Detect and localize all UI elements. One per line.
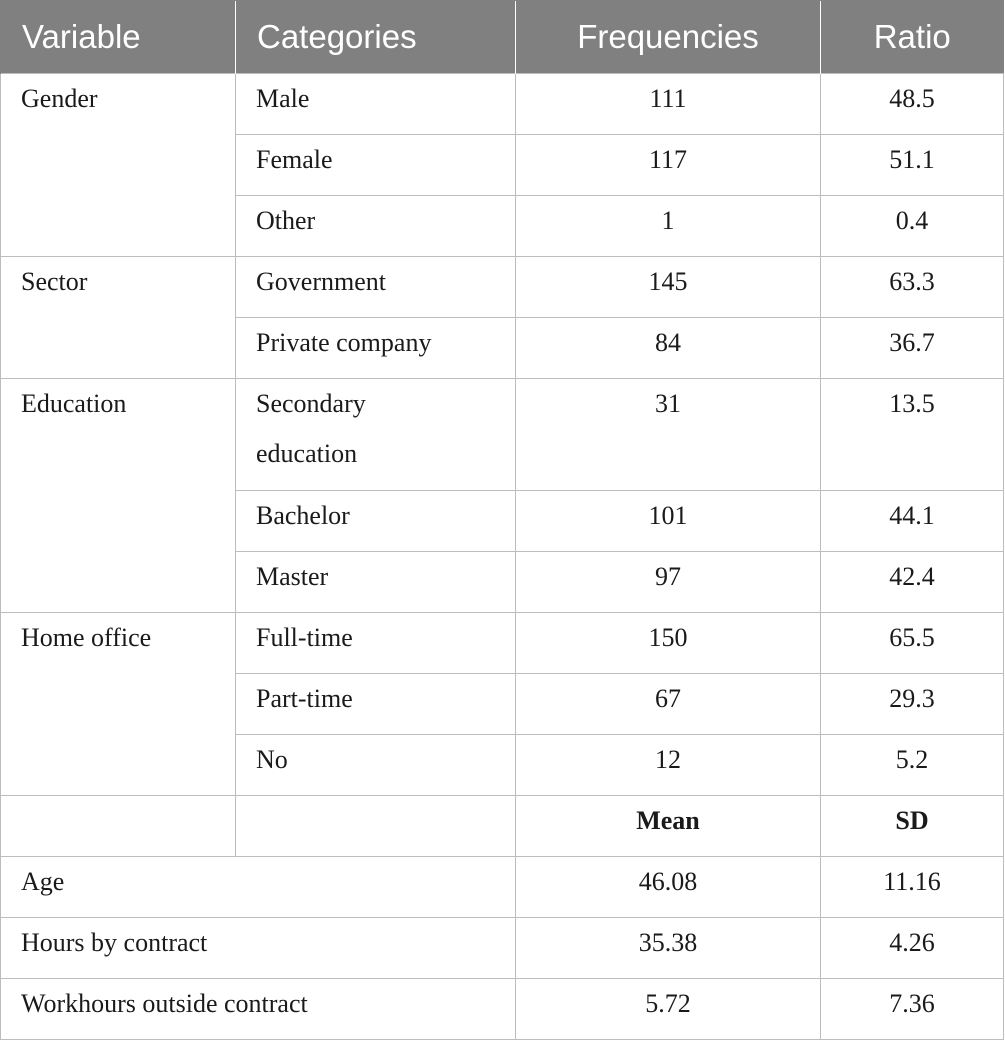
mean-cell: 46.08 xyxy=(516,857,821,918)
frequency-cell: 84 xyxy=(516,318,821,379)
category-cell: Full-time xyxy=(236,613,516,674)
mean-cell: 35.38 xyxy=(516,918,821,979)
sd-header: SD xyxy=(821,796,1004,857)
ratio-cell: 65.5 xyxy=(821,613,1004,674)
ratio-cell: 36.7 xyxy=(821,318,1004,379)
frequency-cell: 101 xyxy=(516,491,821,552)
variable-cell: Gender xyxy=(1,74,236,257)
table-row xyxy=(1,918,1004,979)
ratio-cell: 63.3 xyxy=(821,257,1004,318)
frequency-cell: 150 xyxy=(516,613,821,674)
category-cell: Government xyxy=(236,257,516,318)
stat-variable-cell: Age xyxy=(1,857,516,918)
table-row xyxy=(1,74,1004,135)
category-cell: Other xyxy=(236,196,516,257)
sd-cell: 7.36 xyxy=(821,979,1004,1040)
category-cell: Master xyxy=(236,552,516,613)
mean-cell: 5.72 xyxy=(516,979,821,1040)
stat-variable-cell: Workhours outside contract xyxy=(1,979,516,1040)
ratio-cell: 51.1 xyxy=(821,135,1004,196)
stat-variable-cell: Hours by contract xyxy=(1,918,516,979)
category-cell: Part-time xyxy=(236,674,516,735)
frequency-cell: 67 xyxy=(516,674,821,735)
frequency-cell: 31 xyxy=(516,379,821,491)
stats-header-row xyxy=(1,796,1004,857)
category-cell: Private company xyxy=(236,318,516,379)
variable-cell: Education xyxy=(1,379,236,613)
ratio-cell: 0.4 xyxy=(821,196,1004,257)
mean-header: Mean xyxy=(516,796,821,857)
sd-cell: 4.26 xyxy=(821,918,1004,979)
ratio-cell: 44.1 xyxy=(821,491,1004,552)
variable-cell: Sector xyxy=(1,257,236,379)
variable-cell: Home office xyxy=(1,613,236,796)
frequency-cell: 12 xyxy=(516,735,821,796)
header-frequencies: Frequencies xyxy=(516,1,821,74)
table-row xyxy=(1,613,1004,674)
ratio-cell: 42.4 xyxy=(821,552,1004,613)
frequency-cell: 111 xyxy=(516,74,821,135)
header-categories: Categories xyxy=(236,1,516,74)
sd-cell: 11.16 xyxy=(821,857,1004,918)
category-cell xyxy=(236,379,516,491)
table-row xyxy=(1,257,1004,318)
category-cell: Male xyxy=(236,74,516,135)
category-cell: Female xyxy=(236,135,516,196)
category-cell: No xyxy=(236,735,516,796)
header-variable: Variable xyxy=(1,1,236,74)
ratio-cell: 48.5 xyxy=(821,74,1004,135)
empty-cell xyxy=(236,796,516,857)
header-row xyxy=(1,1,1004,74)
category-cell: Bachelor xyxy=(236,491,516,552)
table-row xyxy=(1,857,1004,918)
ratio-cell: 29.3 xyxy=(821,674,1004,735)
empty-cell xyxy=(1,796,236,857)
frequency-cell: 117 xyxy=(516,135,821,196)
ratio-cell: 13.5 xyxy=(821,379,1004,491)
frequency-cell: 1 xyxy=(516,196,821,257)
category-text: Secondary education xyxy=(256,389,366,468)
table-row xyxy=(1,979,1004,1040)
table-row xyxy=(1,379,1004,491)
header-ratio: Ratio xyxy=(821,1,1004,74)
frequency-cell: 97 xyxy=(516,552,821,613)
frequency-cell: 145 xyxy=(516,257,821,318)
ratio-cell: 5.2 xyxy=(821,735,1004,796)
